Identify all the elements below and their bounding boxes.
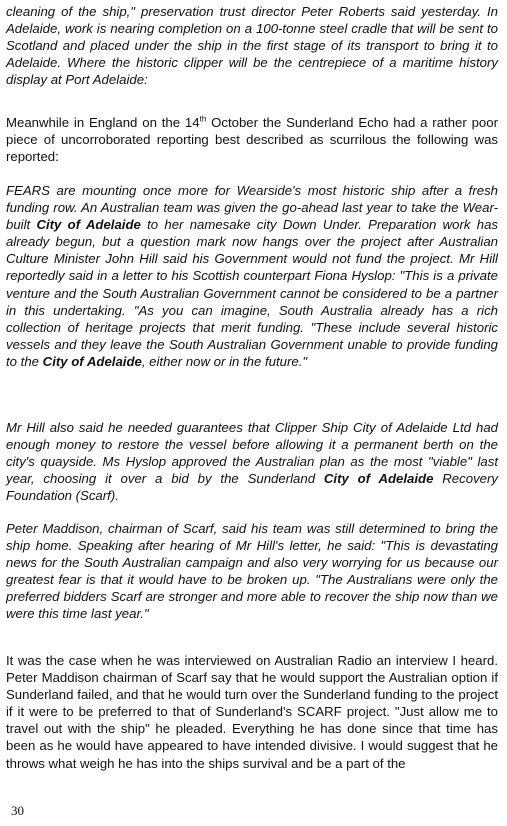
paragraph-text: cleaning of the ship," preservation trust director Peter Roberts said yesterday. In Adelaide, work is nearing completion on a 100-tonne steel cradle that will be sent to Scotland and placed under the ship in the first stage of its transport to bring it to Adelaide. Where the historic clipper will be the centrepiece of a maritime history display at Port Adelaide: <box>6 4 498 88</box>
paragraph-text: Peter Maddison, chairman of Scarf, said his team was still determined to bring the ship home. Speaking after hearing of Mr Hill's letter, he said: "This is devastating news for the South Australian campaign and also very worrying for us because our greatest fear is that it would have to be broken up. "The Australians were only the preferred bidders Scarf are stronger and more able to recover the ship now than we were this time last year." <box>6 521 498 622</box>
ship-name-bold: City of Adelaide <box>323 471 434 487</box>
paragraph-text: Meanwhile in England on the 14 <box>6 115 200 130</box>
paragraph-radio-interview <box>6 652 498 772</box>
paragraph-text: to her namesake city Down Under. Preparation work has already begun, but a question mark now hangs over the project after Australian Culture Minister John Hill said his Government would not fund the project. Mr Hill reportedly said in a letter to his Scottish counterpart Fiona Hyslop: "This is a private venture and the South Australian Government cannot be considered to be a partner in this undertaking. "As you can imagine, South Australia already has a rich collection of heritage projects that merit funding. "These include several historic vessels and they leave the South Australian Government unable to provide funding to the <box>6 217 498 369</box>
paragraph-text: It was the case when he was interviewed on Australian Radio an interview I heard. Peter Maddison chairman of Scarf say that he would support the Australian option if Sunderland failed, and that he would turn over the Sunderland funding to the project if it were to be preferred to that of Sunderland's SCARF project. "Just allow me to travel out with the ship" he pleaded. Everything he has done since that time has been as he would have appeared to have intended divisive. I would suggest that he throws what weigh he has into the ships survival and be a part of the <box>6 653 498 771</box>
paragraph-text: Recovery Foundation (Scarf). <box>6 471 498 504</box>
paragraph-quote-continuation <box>6 3 498 88</box>
paragraph-maddison-quote <box>6 520 498 623</box>
paragraph-hill-guarantees <box>6 419 498 504</box>
paragraph-sunderland-echo-intro <box>6 114 498 165</box>
paragraph-text: October the Sunderland Echo had a rather poor piece of uncorroborated reporting best described as scurrilous the following was reported: <box>6 115 498 165</box>
ship-name-bold: City of Adelaide <box>42 353 142 369</box>
ship-name-bold: City of Adelaide <box>36 217 141 233</box>
ordinal-superscript: th <box>199 114 207 124</box>
paragraph-text: , either now or in the future." <box>141 353 308 369</box>
paragraph-text: Mr Hill also said he needed guarantees that Clipper Ship City of Adelaide Ltd had enough money to restore the vessel before allowing it a permanent berth on the city's quayside. Ms Hyslop approved the Australian plan as the most "viable" last year, choosing it over a bid by the Sunderland <box>6 420 498 487</box>
paragraph-echo-article <box>6 182 498 370</box>
paragraph-text: FEARS are mounting once more for Wearside's most historic ship after a fresh funding row. An Australian team was given the go-ahead last year to take the Wear-built <box>6 183 498 233</box>
page-number: 30 <box>11 803 24 818</box>
